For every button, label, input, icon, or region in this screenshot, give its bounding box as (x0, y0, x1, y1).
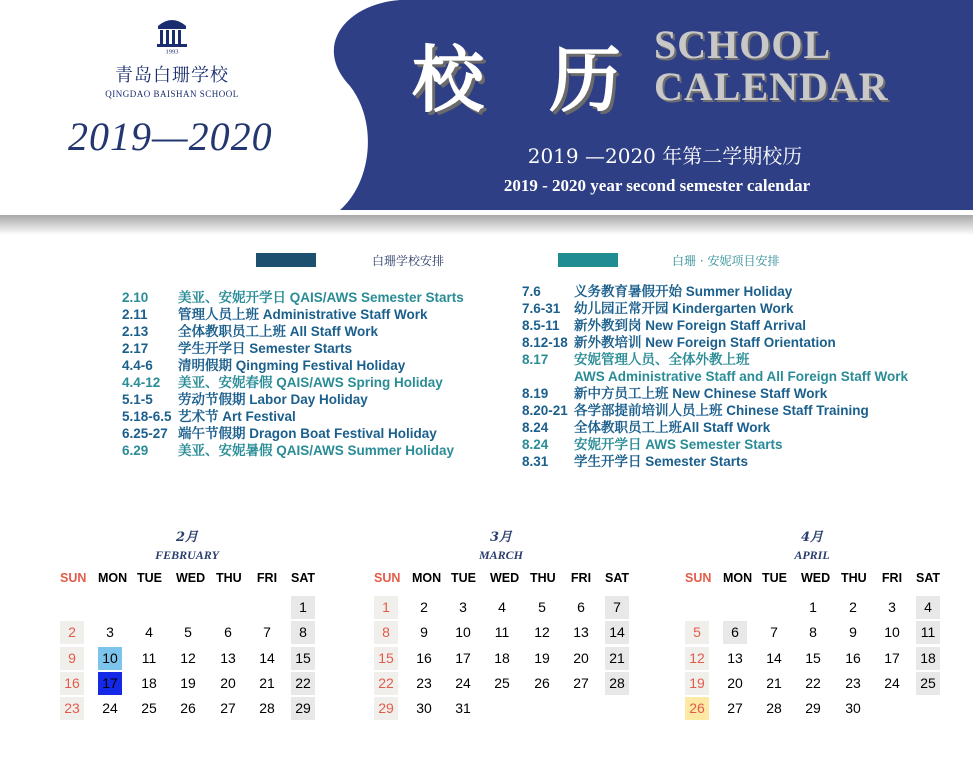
event-item (122, 408, 464, 425)
event-text: 艺术节 Art Festival (178, 409, 296, 424)
calendar-march (372, 526, 630, 726)
building-icon (155, 14, 189, 54)
calendar-day: 18 (494, 649, 510, 666)
calendar-day: 13 (727, 649, 743, 666)
event-text: 新中方员工上班 New Chinese Staff Work (574, 386, 828, 401)
event-item (122, 374, 464, 391)
calendar-day: 31 (455, 700, 471, 717)
event-text: 美亚、安妮开学日 QAIS/AWS Semester Starts (178, 290, 464, 305)
event-text: 管理人员上班 Administrative Staff Work (178, 307, 428, 322)
event-text: 各学部提前培训人员上班 Chinese Staff Training (574, 403, 869, 418)
event-item (522, 436, 908, 453)
weekday-header: THU (530, 571, 556, 585)
event-item (122, 340, 464, 357)
calendar-day: 15 (374, 647, 398, 670)
calendar-day: 13 (220, 649, 236, 666)
month-title-cn: 4月 (800, 530, 824, 545)
calendar-day: 9 (420, 624, 428, 641)
calendar-april (683, 526, 941, 726)
weekday-header: MON (723, 571, 753, 585)
event-text: 义务教育暑假开始 Summer Holiday (574, 284, 793, 299)
event-date: 2.10 (122, 290, 149, 305)
month-title-en: FEBRUARY (155, 548, 219, 562)
event-date: 4.4-12 (122, 375, 161, 390)
event-date: 2.13 (122, 324, 149, 339)
title-en: SCHOOL CALENDAR (654, 22, 889, 109)
subtitle-en: 2019 - 2020 year second semester calendar (503, 176, 811, 195)
event-item (522, 453, 908, 470)
event-text: 安妮管理人员、全体外教上班 (574, 352, 750, 367)
calendar-day: 8 (374, 621, 398, 644)
event-item (122, 442, 464, 459)
event-date: 2.11 (122, 307, 148, 322)
header-shadow (0, 212, 973, 235)
calendar-day: 26 (180, 700, 196, 717)
calendar-day: 14 (605, 621, 629, 644)
event-text: 美亚、安妮春假 QAIS/AWS Spring Holiday (178, 375, 443, 390)
calendar-day: 5 (538, 599, 546, 615)
event-date: 5.18-6.5 (122, 409, 172, 424)
calendar-day: 20 (220, 674, 236, 691)
calendar-day: 10 (98, 647, 122, 670)
calendar-day: 17 (98, 672, 122, 695)
calendar-day: 7 (605, 596, 629, 619)
calendar-day: 23 (60, 697, 84, 720)
calendar-day: 26 (534, 674, 550, 691)
event-item (122, 289, 464, 306)
calendar-day: 28 (259, 700, 275, 717)
calendar-day: 22 (374, 672, 398, 695)
calendar-day: 7 (770, 624, 778, 641)
calendar-day: 23 (416, 674, 432, 691)
legend-school-label: 白珊学校安排 (372, 254, 445, 268)
events-list-right (522, 283, 908, 470)
year-range: 2019—2020 (68, 114, 273, 159)
weekday-header: FRI (256, 571, 278, 585)
event-item (522, 334, 908, 351)
calendar-day: 19 (534, 649, 550, 666)
calendar-day: 6 (224, 624, 232, 641)
calendar-day: 6 (577, 599, 585, 615)
calendar-day: 20 (727, 674, 743, 691)
calendar-day: 10 (884, 624, 900, 641)
legend-program-label: 白珊 · 安妮项目安排 (672, 254, 780, 268)
event-text: 新外教培训 New Foreign Staff Orientation (574, 335, 836, 350)
event-item (522, 351, 908, 368)
calendar-february (58, 526, 316, 726)
month-title-en: APRIL (794, 548, 830, 562)
event-date: 5.1-5 (122, 392, 153, 407)
calendar-day: 1 (374, 596, 398, 619)
calendar-day: 15 (291, 647, 315, 670)
calendar-day: 6 (723, 621, 747, 644)
calendar-day: 1 (809, 599, 817, 615)
calendar-day: 29 (374, 697, 398, 720)
weekday-header: TUE (451, 571, 476, 585)
calendar-day: 7 (263, 624, 271, 641)
calendar-day: 28 (605, 672, 629, 695)
calendar-day: 15 (805, 649, 821, 666)
weekday-header: SUN (60, 571, 87, 585)
event-date: 8.12-18 (522, 335, 568, 350)
calendar-day: 4 (916, 596, 940, 619)
svg-text:1993: 1993 (165, 48, 179, 54)
calendar-day: 14 (766, 649, 782, 666)
events-list-left (122, 289, 464, 459)
event-item (122, 306, 464, 323)
calendar-day: 30 (416, 700, 432, 717)
calendar-day: 25 (141, 700, 157, 717)
event-date: 7.6-31 (522, 301, 561, 316)
weekday-header: SAT (291, 571, 316, 585)
event-date: 4.4-6 (122, 358, 153, 373)
calendar-day: 9 (849, 624, 857, 641)
calendar-day: 24 (102, 700, 118, 717)
event-text: 端午节假期 Dragon Boat Festival Holiday (178, 426, 437, 441)
calendar-day: 11 (494, 624, 510, 641)
weekday-header: MON (98, 571, 128, 585)
weekday-header: THU (216, 571, 242, 585)
event-date: 8.24 (522, 420, 549, 435)
calendar-day: 3 (888, 599, 896, 615)
calendar-day: 8 (809, 624, 817, 641)
school-name-en: QINGDAO BAISHAN SCHOOL (105, 89, 239, 99)
weekday-header: SAT (916, 571, 941, 585)
calendar-day: 17 (455, 649, 471, 666)
calendar-day: 19 (685, 672, 709, 695)
calendar-day: 18 (141, 674, 157, 691)
calendar-day: 18 (916, 647, 940, 670)
event-item (522, 300, 908, 317)
calendar-day: 16 (845, 649, 861, 666)
weekday-header: FRI (570, 571, 592, 585)
calendar-day: 16 (60, 672, 84, 695)
weekday-header: TUE (762, 571, 787, 585)
event-date: 6.29 (122, 443, 149, 458)
event-item (122, 391, 464, 408)
calendar-day: 14 (259, 649, 275, 666)
event-text: 新外教到岗 New Foreign Staff Arrival (574, 318, 807, 333)
calendar-day: 3 (106, 624, 114, 641)
calendar-day: 20 (573, 649, 589, 666)
calendar-day: 29 (291, 697, 315, 720)
event-text: 安妮开学日 AWS Semester Starts (574, 437, 783, 452)
calendar-day: 11 (141, 649, 157, 666)
event-text: 幼儿园正常开园 Kindergarten Work (574, 301, 794, 316)
calendar-day: 21 (605, 647, 629, 670)
event-item (522, 385, 908, 402)
calendar-day: 25 (494, 674, 510, 691)
calendar-day: 27 (220, 700, 236, 717)
calendar-day: 25 (916, 672, 940, 695)
calendar-day: 24 (884, 674, 900, 691)
calendar-day: 12 (685, 647, 709, 670)
calendar-day: 2 (420, 599, 428, 615)
calendar-day: 8 (291, 621, 315, 644)
calendar-day: 4 (498, 599, 506, 615)
calendar-day: 28 (766, 700, 782, 717)
calendar-day: 9 (60, 647, 84, 670)
event-item (522, 402, 908, 419)
event-item (122, 357, 464, 374)
event-date: 8.19 (522, 386, 549, 401)
event-text: AWS Administrative Staff and All Foreign Staff Work (574, 369, 909, 384)
school-logo (92, 14, 252, 99)
school-name-cn: 青岛白珊学校 (115, 65, 229, 86)
calendar-day: 1 (291, 596, 315, 619)
weekday-header: THU (841, 571, 867, 585)
calendar-day: 19 (180, 674, 196, 691)
calendar-day: 12 (534, 624, 550, 641)
event-item (522, 317, 908, 334)
legend-school-swatch (256, 253, 316, 267)
calendar-day: 22 (291, 672, 315, 695)
calendar-day: 12 (180, 649, 196, 666)
weekday-header: WED (490, 571, 520, 585)
calendar-day: 3 (459, 599, 467, 615)
calendar-day: 11 (916, 621, 940, 644)
calendar-day: 5 (685, 621, 709, 644)
weekday-header: SUN (685, 571, 712, 585)
month-title-cn: 3月 (489, 530, 513, 545)
event-date: 6.25-27 (122, 426, 168, 441)
title-cn: 校 历 (412, 38, 642, 122)
calendar-day: 5 (184, 624, 192, 641)
event-date: 8.24 (522, 437, 549, 452)
legend-program-swatch (558, 253, 618, 267)
weekday-header: WED (176, 571, 206, 585)
calendar-day: 21 (259, 674, 275, 691)
event-date: 2.17 (122, 341, 149, 356)
weekday-header: MON (412, 571, 442, 585)
calendar-day: 10 (455, 624, 471, 641)
event-date: 7.6 (522, 284, 541, 299)
weekday-header: TUE (137, 571, 162, 585)
event-item (522, 368, 908, 385)
calendar-day: 27 (573, 674, 589, 691)
calendar-day: 22 (805, 674, 821, 691)
event-item (122, 323, 464, 340)
calendar-day: 2 (849, 599, 857, 615)
event-text: 学生开学日 Semester Starts (178, 341, 353, 356)
event-text: 学生开学日 Semester Starts (574, 454, 749, 469)
event-item (522, 283, 908, 300)
event-date: 8.5-11 (522, 318, 560, 333)
event-text: 全体教职员工上班All Staff Work (574, 420, 771, 435)
event-text: 全体教职员工上班 All Staff Work (178, 324, 379, 339)
weekday-header: SAT (605, 571, 630, 585)
event-text: 劳动节假期 Labor Day Holiday (178, 392, 368, 407)
subtitle-cn: 2019 —2020 年第二学期校历 (527, 144, 803, 168)
event-item (122, 425, 464, 442)
calendar-day: 2 (60, 621, 84, 644)
event-date: 8.31 (522, 454, 549, 469)
calendar-day: 23 (845, 674, 861, 691)
calendar-day: 26 (685, 697, 709, 720)
event-item (522, 419, 908, 436)
event-text: 清明假期 Qingming Festival Holiday (178, 358, 406, 373)
calendar-day: 27 (727, 700, 743, 717)
event-date: 8.20-21 (522, 403, 568, 418)
calendar-day: 30 (845, 700, 861, 717)
calendar-day: 4 (145, 624, 153, 641)
calendar-day: 17 (884, 649, 900, 666)
calendar-day: 16 (416, 649, 432, 666)
event-date: 8.17 (522, 352, 549, 367)
event-text: 美亚、安妮暑假 QAIS/AWS Summer Holiday (178, 443, 455, 458)
month-title-cn: 2月 (175, 530, 199, 545)
weekday-header: SUN (374, 571, 401, 585)
calendar-day: 13 (573, 624, 589, 641)
weekday-header: WED (801, 571, 831, 585)
month-title-en: MARCH (478, 548, 523, 562)
calendar-day: 21 (766, 674, 782, 691)
calendar-day: 24 (455, 674, 471, 691)
calendar-day: 29 (805, 700, 821, 717)
weekday-header: FRI (881, 571, 903, 585)
